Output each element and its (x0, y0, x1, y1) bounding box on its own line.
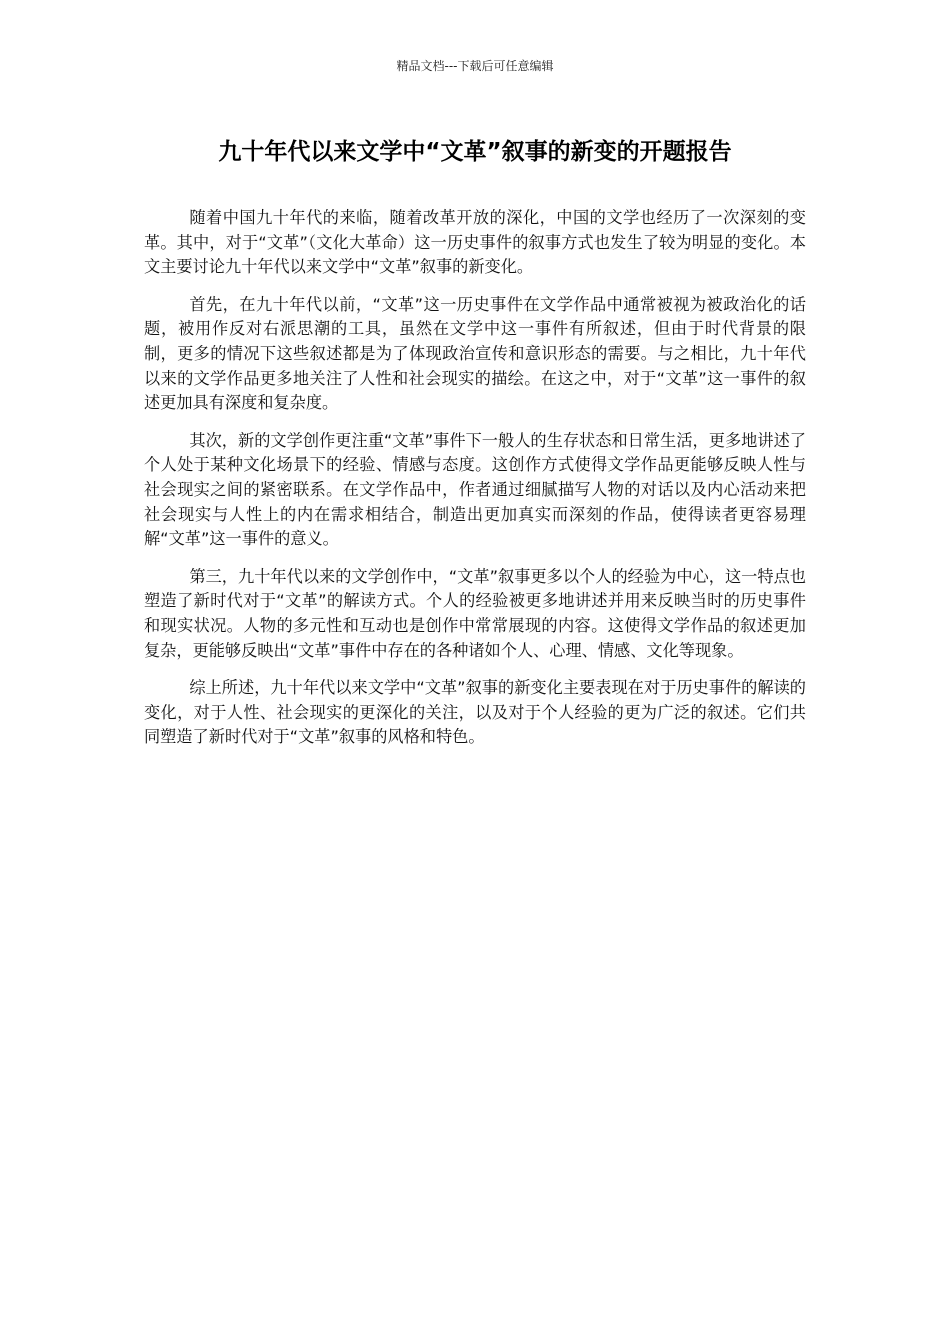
paragraph-3: 其次，新的文学创作更注重“文革”事件下一般人的生存状态和日常生活，更多地讲述了个人处于某种文化场景下的经验、情感与态度。这创作方式使得文学作品更能够反映人性与社会现实之间的紧密联系。在文学作品中，作者通过细腻描写人物的对话以及内心活动来把社会现实与人性上的内在需求相结合，制造出更加真实而深刻的作品，使得读者更容易理解“文革”这一事件的意义。 (144, 430, 806, 549)
paragraph-4: 第三，九十年代以来的文学创作中，“文革”叙事更多以个人的经验为中心，这一特点也塑造了新时代对于“文革”的解读方式。个人的经验被更多地讲述并用来反映当时的历史事件和现实状况。人物的多元性和互动也是创作中常常展现的内容。这使得文学作品的叙述更加复杂，更能够反映出“文革”事件中存在的各种诸如个人、心理、情感、文化等现象。 (144, 566, 806, 660)
paragraph-1: 随着中国九十年代的来临，随着改革开放的深化，中国的文学也经历了一次深刻的变革。其中，对于“文革”（文化大革命）这一历史事件的叙事方式也发生了较为明显的变化。本文主要讨论九十年代以来文学中“文革”叙事的新变化。 (144, 208, 806, 277)
header-note: 精品文档---下载后可任意编辑 (396, 59, 554, 73)
paragraph-5: 综上所述，九十年代以来文学中“文革”叙事的新变化主要表现在对于历史事件的解读的变化，对于人性、社会现实的更深化的关注，以及对于个人经验的更为广泛的叙述。它们共同塑造了新时代对于“文革”叙事的风格和特色。 (144, 678, 806, 747)
document-title: 九十年代以来文学中“文革”叙事的新变的开题报告 (218, 139, 732, 165)
document-body (144, 206, 806, 763)
paragraph-2: 首先，在九十年代以前，“文革”这一历史事件在文学作品中通常被视为被政治化的话题，被用作反对右派思潮的工具，虽然在文学中这一事件有所叙述，但由于时代背景的限制，更多的情况下这些叙述都是为了体现政治宣传和意识形态的需要。与之相比，九十年代以来的文学作品更多地关注了人性和社会现实的描绘。在这之中，对于“文革”这一事件的叙述更加具有深度和复杂度。 (144, 294, 806, 413)
